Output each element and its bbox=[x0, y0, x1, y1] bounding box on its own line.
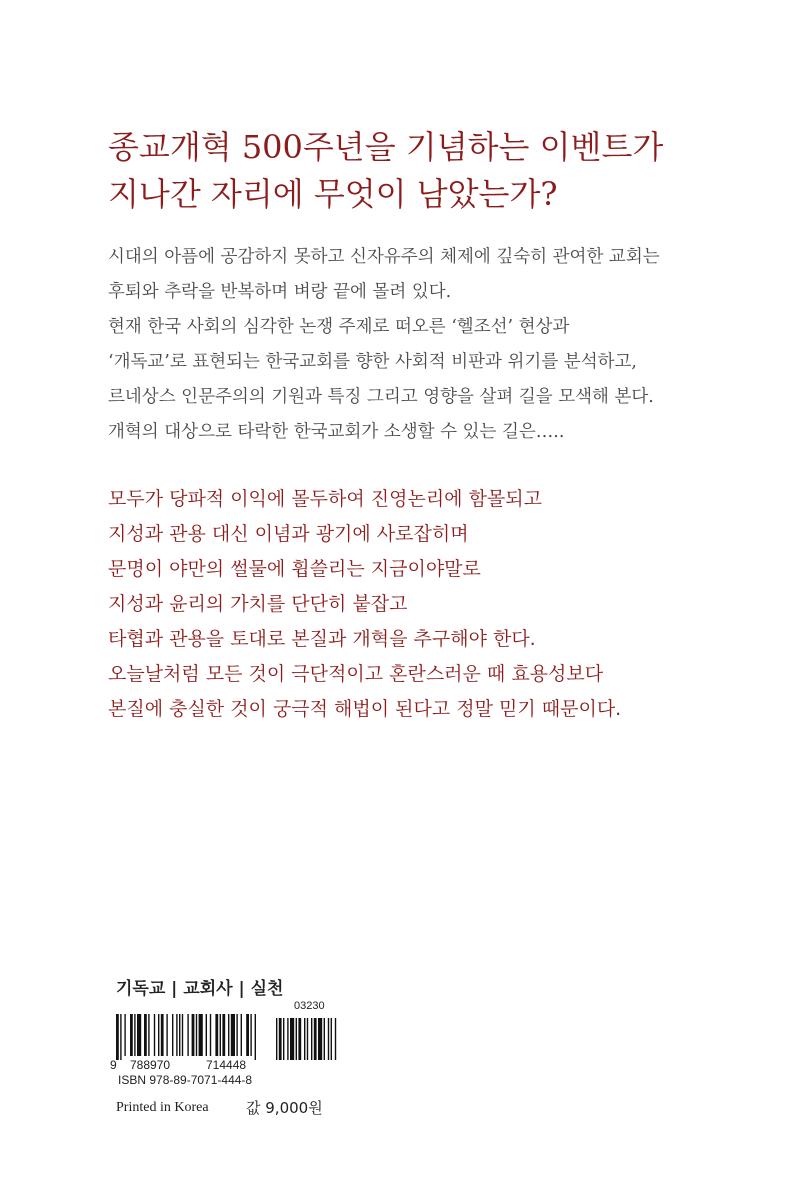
barcode-addon-number: 03230 bbox=[294, 1000, 325, 1012]
quote-line: 본질에 충실한 것이 궁극적 해법이 된다고 정말 믿기 때문이다. bbox=[108, 698, 622, 720]
barcode-digit-group: 788970 bbox=[130, 1058, 171, 1072]
category-label: 기독교 | 교회사 | 실천 bbox=[116, 979, 284, 999]
quote-line: 오늘날처럼 모든 것이 극단적이고 혼란스러운 때 효용성보다 bbox=[108, 663, 604, 685]
barcode-digit-prefix: 9 bbox=[110, 1058, 117, 1072]
heading bbox=[108, 124, 663, 218]
intro-line: 개혁의 대상으로 타락한 한국교회가 소생할 수 있는 길은….. bbox=[108, 422, 565, 442]
quote-line: 지성과 관용 대신 이념과 광기에 사로잡히며 bbox=[108, 523, 469, 545]
intro-line: 시대의 아픔에 공감하지 못하고 신자유주의 체제에 깊숙히 관여한 교회는 bbox=[108, 247, 660, 267]
barcode-bars-icon bbox=[116, 1014, 366, 1060]
intro-line: 르네상스 인문주의의 기원과 특징 그리고 영향을 살펴 길을 모색해 본다. bbox=[108, 387, 654, 407]
intro-line: ‘개독교’로 표현되는 한국교회를 향한 사회적 비판과 위기를 분석하고, bbox=[108, 352, 637, 372]
quote-line: 문명이 야만의 썰물에 휩쓸리는 지금이야말로 bbox=[108, 558, 481, 580]
heading-line: 종교개혁 500주년을 기념하는 이벤트가 bbox=[108, 128, 664, 166]
isbn-number: ISBN 978-89-7071-444-8 bbox=[118, 1073, 253, 1087]
quote-line: 모두가 당파적 이익에 몰두하여 진영논리에 함몰되고 bbox=[108, 488, 542, 510]
heading-line: 지나간 자리에 무엇이 남았는가? bbox=[108, 175, 558, 213]
intro-line: 현재 한국 사회의 심각한 논쟁 주제로 떠오른 ‘헬조선’ 현상과 bbox=[108, 317, 570, 337]
quote-paragraph bbox=[108, 482, 621, 727]
barcode-digit-group: 714448 bbox=[206, 1058, 247, 1072]
quote-line: 타협과 관용을 토대로 본질과 개혁을 추구해야 한다. bbox=[108, 628, 536, 650]
printed-in-label: Printed in Korea bbox=[116, 1100, 209, 1115]
barcode bbox=[110, 1000, 376, 1112]
quote-line: 지성과 윤리의 가치를 단단히 붙잡고 bbox=[108, 593, 408, 615]
price-label: 값 9,000원 bbox=[246, 1099, 323, 1117]
intro-paragraph bbox=[108, 240, 660, 450]
intro-line: 후퇴와 추락을 반복하며 벼랑 끝에 몰려 있다. bbox=[108, 282, 452, 302]
